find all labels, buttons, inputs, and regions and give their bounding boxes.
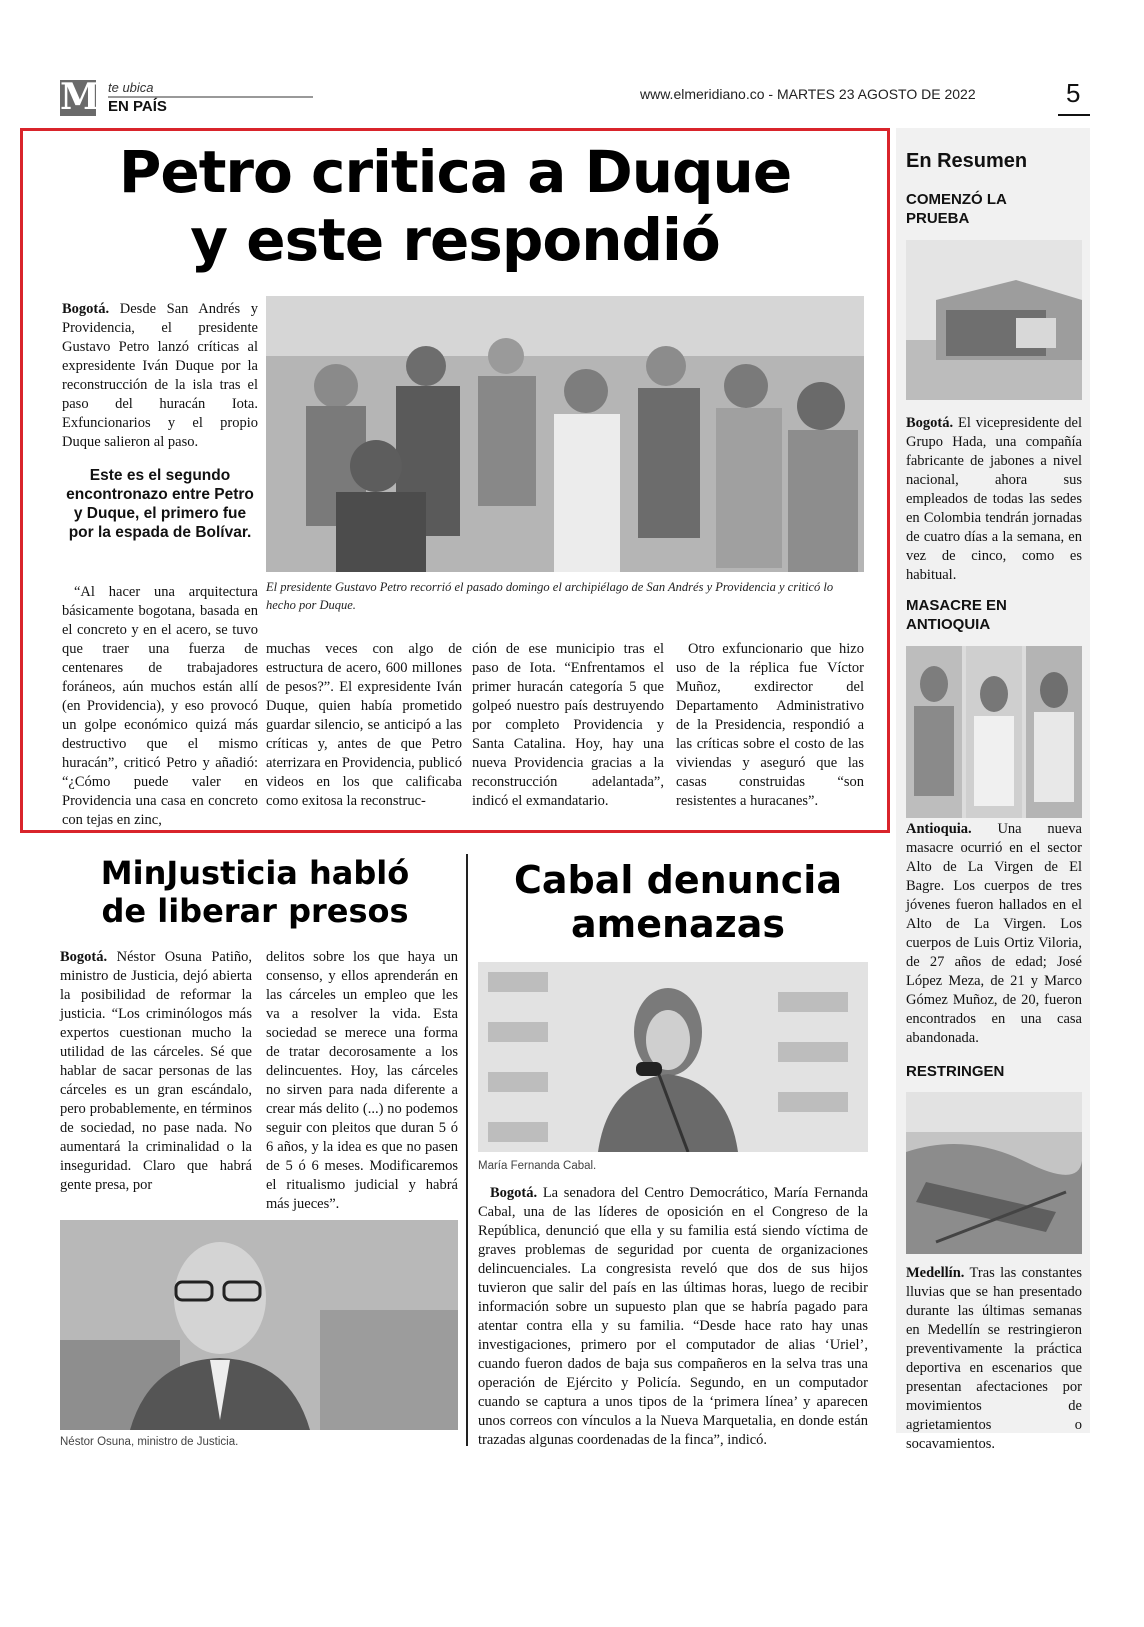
logo-letter: M: [60, 76, 100, 118]
column-divider: [466, 854, 468, 1446]
cabal-text-body: La senadora del Centro Democrático, María Fernanda Cabal, una de las líderes de oposición en el Congreso de la República, denunció que ella y su familia está siendo víctima de graves problemas de seguridad por cuenta de organizaciones delincuenciales. La congresista reveló que dos de sus hijos tuvieron que salir del país en las últimas horas, luego de recibir información sobre un supuesto plan que se habría pagado para atentar contra ella y su familia. “Desde hace rato hay unas investigaciones, primero por el computador de alias ‘Uriel’, cuando fueron dados de baja sus compañeros en la selva tras una operación de Ejército y Policía. Segundo, en un computador cuando se captura a unos tipos de la ‘primera línea’ y aparecen unos correos con vínculos a la Nueva Marquetalia, en donde están trazadas algunas coordenadas de la finca”, indicó.: [478, 1185, 869, 1448]
sidebar-item3-dateline: Medellín.: [906, 1265, 965, 1281]
main-highlight: Este es el segundo encontronazo entre Petro y Duque, el primero fue por la espada de Bolívar.: [66, 467, 254, 541]
cabal-photo: [478, 962, 868, 1152]
sidebar-item1-text: [906, 414, 1082, 585]
cabal-headline-line1: Cabal denuncia: [514, 858, 842, 902]
main-photo: [266, 296, 864, 572]
main-col3: ción de ese municipio tras el paso de Iota. “Enfrentamos el primer huracán categoría 5 que golpeó nuestro país destruyendo por completo Providencia y Santa Catalina. Hoy, hay una nueva Providencia gracias a la reconstrucción adelantada”, indicó el exmandatario.: [472, 641, 664, 809]
cabal-headline-line2: amenazas: [570, 902, 786, 946]
sidebar-item1-photo: [906, 240, 1082, 400]
minister-portrait-illustration: [60, 1220, 458, 1430]
main-headline-line1: Petro critica a Duque: [118, 138, 792, 206]
cabal-text: [478, 1184, 868, 1450]
sidebar-item3-title: RESTRINGEN: [906, 1063, 1005, 1080]
main-photo-caption: El presidente Gustavo Petro recorrió el pasado domingo el archipiélago de San Andrés y Providencia y criticó lo hecho por Duque.: [266, 580, 834, 612]
sidebar-item2-dateline: Antioquia.: [906, 821, 972, 837]
main-lead: [62, 300, 258, 452]
sidebar-item1-title: COMENZÓ LA PRUEBA: [906, 191, 1007, 227]
sidebar-item3-body: Tras las constantes lluvias que se han presentado durante las últimas semanas en Medellín se restringieron preventivamente la práctica deportiva en escenarios que presentan afectaciones por movimientos de agrietamientos o socavamientos.: [906, 1265, 1082, 1452]
section-tagline: te ubica: [108, 80, 154, 95]
minjusticia-col2: delitos sobre los que haya un consenso, y ellos aprenderán en las cárceles un empleo que les va a resolver la vida. Esta sociedad se merece una forma de tratar decorosamente a los delincuentes. Hoy, las cárceles no sirven para nada diferente a crear más delito (...) no podemos seguir con pleitos que duran 5 ó 6 años, y la idea es que no pasen de 5 ó 6 meses. Modificaremos el ritualismo judicial y habrá más jueces”.: [266, 949, 458, 1212]
main-lead-dateline: Bogotá.: [62, 301, 110, 317]
main-col2: muchas veces con algo de estructura de acero, 600 millones de pesos?”. El expresidente Iván Duque, quien había prometido guardar silencio, se anticipó a las críticas y, antes de que Petro aterrizara en Providencia, publicó videos en los que calificaba como exitosa la reconstruc-: [266, 641, 462, 809]
minjusticia-col1: [60, 948, 252, 1195]
sidebar-item1-body: El vicepresidente del Grupo Hada, una compañía fabricante de jabones a nivel nacional, ahora sus empleados de todas las sedes en Colombia tendrán jornadas de cuatro días a la semana, en vez de cinco, como es habitual.: [906, 415, 1082, 583]
minjusticia-headline-line1: MinJusticia habló: [100, 854, 410, 892]
sidebar-item3-text: [906, 1264, 1082, 1454]
minjusticia-photo: [60, 1220, 458, 1430]
minjusticia-dateline: Bogotá.: [60, 949, 108, 965]
sidebar-item2-body: Una nueva masacre ocurrió en el sector Alto de La Virgen de El Bagre. Los cuerpos de tres jóvenes fueron hallados en el Alto de La Virgen. Los cuerpos de Luis Ortiz Viloria, de 27 años de edad; José López Meza, de 21 y Marco Gómez Muñoz, de 20, fueron encontrados en una casa abandonada.: [906, 821, 1082, 1046]
sidebar-title: En Resumen: [906, 150, 1028, 172]
site-date-line: www.elmeridiano.co - MARTES 23 AGOSTO DE 2022: [640, 86, 976, 102]
victims-photo-illustration: [906, 646, 1082, 818]
crowd-photo-illustration: [266, 296, 864, 572]
building-photo-illustration: [906, 240, 1082, 400]
main-lead-text: Desde San Andrés y Providencia, el presidente Gustavo Petro lanzó críticas al expresidente Iván Duque por la reconstrucción de la isla tras el paso del huracán Iota. Exfuncionarios y el propio Duque salieron al paso.: [62, 301, 258, 450]
section-name: EN PAÍS: [108, 98, 167, 115]
cabal-dateline: Bogotá.: [490, 1185, 538, 1201]
sidebar-item3-photo: [906, 1092, 1082, 1254]
page-number: 5: [1066, 78, 1081, 108]
main-col4: Otro exfuncionario que hizo uso de la réplica fue Víctor Muñoz, exdirector del Departamento Administrativo de la Presidencia, respondió a las críticas sobre el costo de las viviendas y aseguró que las casas construidas “son resistentes a huracanes”.: [676, 641, 864, 809]
minjusticia-headline-line2: de liberar presos: [101, 892, 409, 930]
sidebar-item1-dateline: Bogotá.: [906, 415, 954, 431]
main-headline-line2: y este respondió: [190, 206, 720, 274]
sidebar-item2-photo: [906, 646, 1082, 818]
minjusticia-col1-text: Néstor Osuna Patiño, ministro de Justicia, dejó abierta la posibilidad de reformar la justicia. “Los criminólogos más expertos cuestionan mucho la utilidad de las cárceles. Sé que hablar de sacar personas de las cárceles es un gran escándalo, pero probablemente, en términos de sociedad, no pase nada. No aumentará la criminalidad o la inseguridad. Claro que habrá gente presa, por: [60, 949, 253, 1193]
senator-photo-illustration: [478, 962, 868, 1152]
main-col1: “Al hacer una arquitectura básicamente bogotana, basada en el concreto y en el acero, se tuvo que traer una fuerza de centenares de trabajadores foráneos, aún muchos están allí (en Providencia), y eso provocó un golpe económico quizá más destructivo que el mismo huracán”, criticó Petro y añadió: “¿Cómo puede valer en Providencia una casa en concreto con tejas en zinc,: [62, 584, 258, 828]
minjusticia-photo-caption: Néstor Osuna, ministro de Justicia.: [60, 1436, 239, 1448]
sidebar-item2-title: MASACRE EN ANTIOQUIA: [906, 597, 1007, 633]
landslide-photo-illustration: [906, 1092, 1082, 1254]
sidebar-item2-text: [906, 820, 1082, 1048]
page-number-rule: [1058, 114, 1090, 116]
cabal-photo-caption: María Fernanda Cabal.: [478, 1160, 597, 1172]
